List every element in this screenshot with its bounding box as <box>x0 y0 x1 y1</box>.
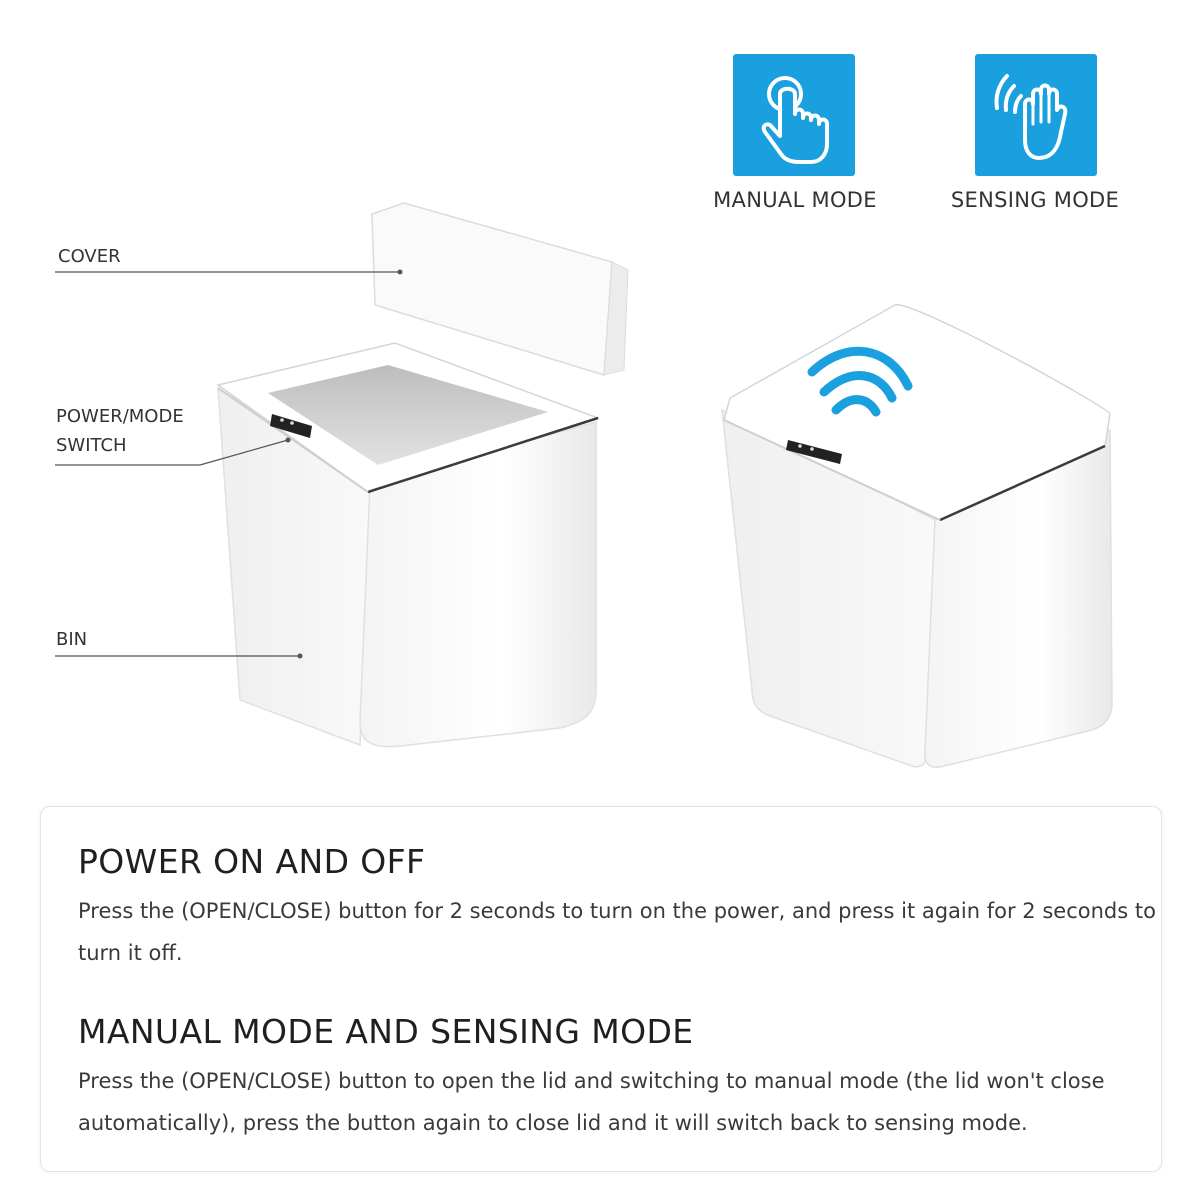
power-section-body: Press the (OPEN/CLOSE) button for 2 seconds to turn on the power, and press it again for 2 seconds to turn it off. <box>78 899 1156 965</box>
open-bin <box>218 203 628 747</box>
cover-label: COVER <box>58 246 121 267</box>
bin-label: BIN <box>56 629 88 650</box>
power-section-title: POWER ON AND OFF <box>78 842 426 881</box>
manual-mode-label: MANUAL MODE <box>713 188 877 212</box>
sensing-mode-label: SENSING MODE <box>950 188 1120 212</box>
mode-section-body: Press the (OPEN/CLOSE) button to open the lid and switching to manual mode (the lid won't close automatically), press the button again to close lid and it will switch back to sensing mode. <box>78 1069 1105 1135</box>
mode-section-title: MANUAL MODE AND SENSING MODE <box>78 1012 694 1051</box>
closed-bin <box>722 305 1112 767</box>
power-mode-switch-label: POWER/MODE SWITCH <box>56 406 184 456</box>
